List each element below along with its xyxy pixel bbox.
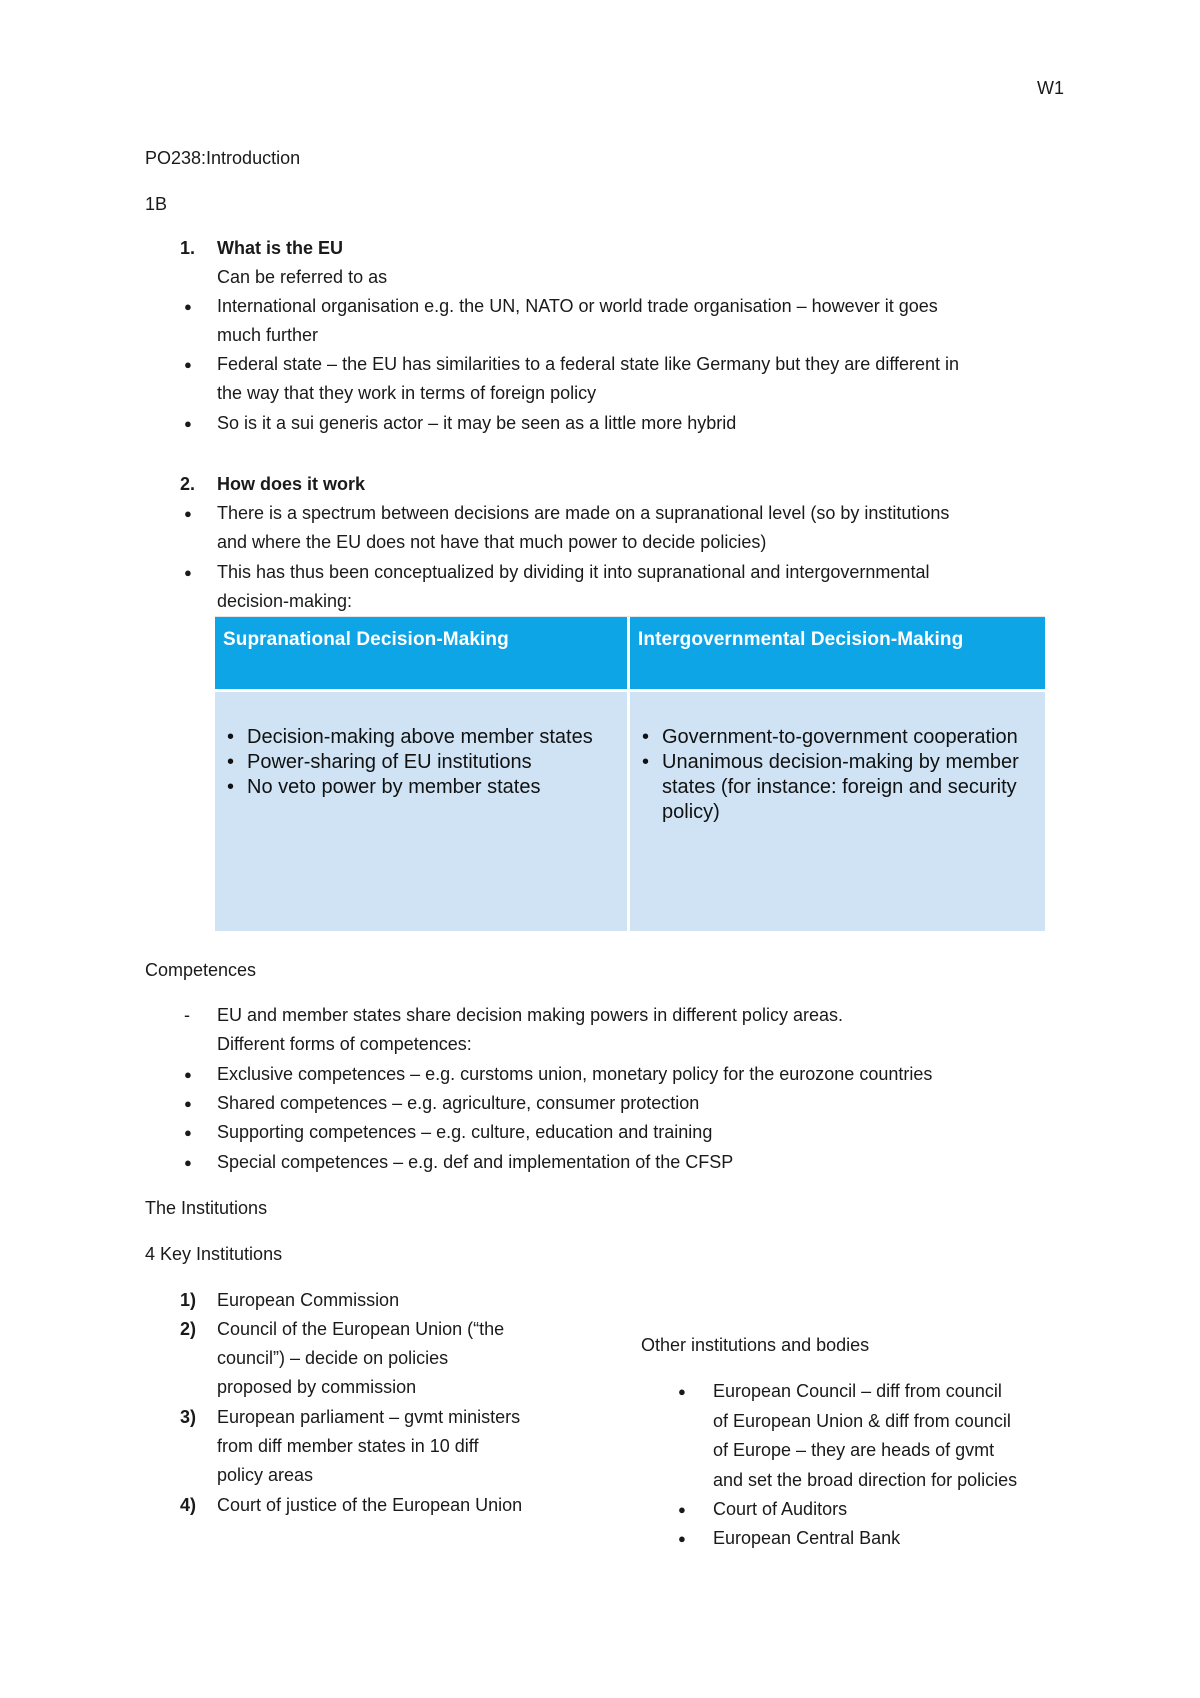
other-item-line: of European Union & diff from council: [713, 1411, 1011, 1431]
supranational-list: [223, 725, 619, 800]
section1-bullet-2-line-1: Federal state – the EU has similarities to a federal state like Germany but they are different in: [217, 354, 960, 374]
intergovernmental-header: Intergovernmental Decision-Making: [630, 617, 1045, 689]
bullet-icon: ●: [184, 416, 192, 431]
other-item-line: European Central Bank: [713, 1528, 901, 1548]
section2-heading: How does it work: [217, 474, 366, 494]
dash-marker: -: [184, 1005, 190, 1025]
intergovernmental-list: [638, 725, 1037, 825]
document-subtitle: 1B: [145, 194, 168, 214]
competence-item: Shared competences – e.g. agriculture, consumer protection: [217, 1093, 700, 1113]
section2-bullet-1-line-2: and where the EU does not have that much power to decide policies): [217, 532, 767, 552]
other-item-line: and set the broad direction for policies: [713, 1470, 1018, 1490]
bullet-icon: ●: [184, 1096, 192, 1111]
key-item-number: 1): [180, 1290, 197, 1310]
supranational-header: Supranational Decision-Making: [215, 617, 627, 689]
key-item-line: proposed by commission: [217, 1377, 417, 1397]
list-item: • No veto power by member states: [223, 775, 619, 800]
list-item: • Unanimous decision-making by member states (for instance: foreign and security policy): [638, 750, 1037, 825]
intergovernmental-column: [630, 617, 1045, 931]
key-institutions-heading: 4 Key Institutions: [145, 1244, 283, 1264]
competences-heading: Competences: [145, 960, 257, 980]
competence-item: Exclusive competences – e.g. curstoms union, monetary policy for the eurozone countries: [217, 1064, 933, 1084]
section1-intro: Can be referred to as: [217, 267, 388, 287]
competences-forms-intro: Different forms of competences:: [217, 1034, 472, 1054]
section1-bullet-2-line-2: the way that they work in terms of foreign policy: [217, 383, 597, 403]
key-item-line: Court of justice of the European Union: [217, 1495, 523, 1515]
bullet-icon: ●: [184, 1155, 192, 1170]
key-item-line: council”) – decide on policies: [217, 1348, 449, 1368]
supranational-body: [215, 689, 627, 931]
bullet-icon: ●: [678, 1502, 686, 1517]
competence-item: Special competences – e.g. def and implementation of the CFSP: [217, 1152, 734, 1172]
section2-number: 2.: [180, 474, 196, 494]
section2-bullet-2-line-2: decision-making:: [217, 591, 353, 611]
other-item-line: of Europe – they are heads of gvmt: [713, 1440, 995, 1460]
competence-item: Supporting competences – e.g. culture, education and training: [217, 1122, 713, 1142]
section1-bullet-1-line-2: much further: [217, 325, 319, 345]
other-item-line: Court of Auditors: [713, 1499, 848, 1519]
key-item-number: 4): [180, 1495, 197, 1515]
key-item-number: 2): [180, 1319, 197, 1339]
competences-dash-line: EU and member states share decision making powers in different policy areas.: [217, 1005, 843, 1025]
bullet-icon: ●: [678, 1384, 686, 1399]
list-item: • Government-to-government cooperation: [638, 725, 1037, 750]
bullet-icon: ●: [184, 299, 192, 314]
section1-bullet-3-line-1: So is it a sui generis actor – it may be seen as a little more hybrid: [217, 413, 737, 433]
bullet-icon: ●: [184, 565, 192, 580]
table-column-divider: [627, 617, 630, 931]
section1-bullet-1-line-1: International organisation e.g. the UN, NATO or world trade organisation – however it goes: [217, 296, 938, 316]
key-item-line: policy areas: [217, 1465, 314, 1485]
key-item-line: European parliament – gvmt ministers: [217, 1407, 521, 1427]
key-item-line: Council of the European Union (“the: [217, 1319, 505, 1339]
bullet-icon: ●: [184, 1067, 192, 1082]
document-title: PO238:Introduction: [145, 148, 301, 168]
list-item: • Power-sharing of EU institutions: [223, 750, 619, 775]
bullet-icon: ●: [184, 506, 192, 521]
bullet-icon: ●: [678, 1531, 686, 1546]
section2-bullet-2-line-1: This has thus been conceptualized by dividing it into supranational and intergovernmental: [217, 562, 930, 582]
section1-heading: What is the EU: [217, 238, 344, 258]
page-label: W1: [1037, 78, 1064, 98]
key-item-line: European Commission: [217, 1290, 400, 1310]
section1-number: 1.: [180, 238, 196, 258]
list-item: • Decision-making above member states: [223, 725, 619, 750]
bullet-icon: ●: [184, 1125, 192, 1140]
supranational-column: [215, 617, 627, 931]
institutions-heading: The Institutions: [145, 1198, 268, 1218]
key-item-number: 3): [180, 1407, 197, 1427]
table-header-separator: [215, 689, 1045, 692]
other-item-line: European Council – diff from council: [713, 1381, 1002, 1401]
intergovernmental-body: [630, 689, 1045, 931]
section2-bullet-1-line-1: There is a spectrum between decisions are made on a supranational level (so by institutions: [217, 503, 950, 523]
bullet-icon: ●: [184, 357, 192, 372]
other-institutions-heading: Other institutions and bodies: [641, 1335, 870, 1355]
key-item-line: from diff member states in 10 diff: [217, 1436, 479, 1456]
